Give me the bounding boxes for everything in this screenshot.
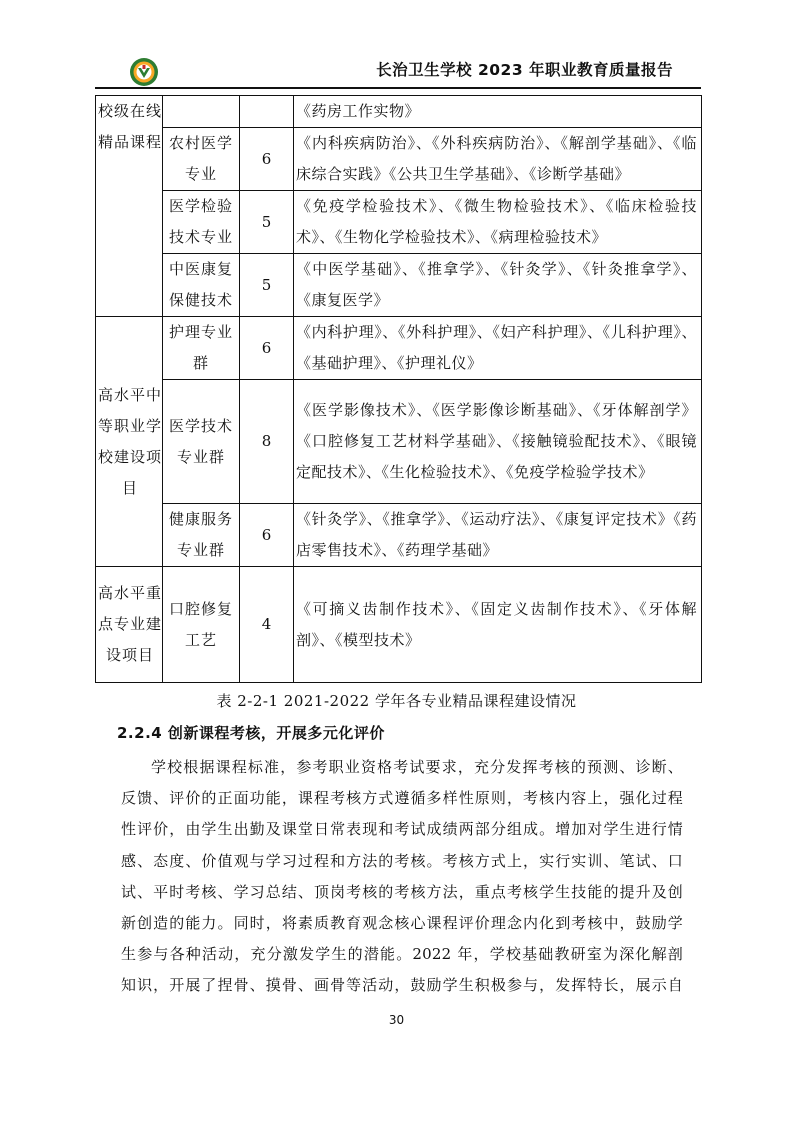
courses-cell: 《可摘义齿制作技术》、《固定义齿制作技术》、《牙体解剖》、《模型技术》 <box>294 567 702 683</box>
table-row <box>96 254 702 317</box>
paragraph-line: 试、平时考核、学习总结、顶岗考核的考核方法，重点考核学生技能的提升及创 <box>121 882 683 901</box>
courses-cell: 《免疫学检验技术》、《微生物检验技术》、《临床检验技术》、《生物化学检验技术》、《病理检验技术》 <box>294 191 702 254</box>
count-cell: 6 <box>240 128 294 191</box>
paragraph-line: 性评价，由学生出勤及课堂日常表现和考试成绩两部分组成。增加对学生进行情 <box>121 820 683 839</box>
courses-cell: 《药房工作实物》 <box>294 96 702 128</box>
major-cell: 农村医学专业 <box>163 128 240 191</box>
table-row <box>96 96 702 128</box>
table-row <box>96 380 702 504</box>
major-cell: 护理专业群 <box>163 317 240 380</box>
table-row <box>96 191 702 254</box>
section-heading: 2.2.4 创新课程考核，开展多元化评价 <box>117 724 385 742</box>
count-cell: 4 <box>240 567 294 683</box>
table-row <box>96 504 702 567</box>
report-title: 长治卫生学校 2023 年职业教育质量报告 <box>376 61 673 79</box>
count-cell <box>240 96 294 128</box>
major-cell: 口腔修复工艺 <box>163 567 240 683</box>
paragraph-line: 生参与各种活动，充分激发学生的潜能。2022 年，学校基础教研室为深化解剖 <box>121 945 683 964</box>
school-logo-icon <box>129 57 159 87</box>
major-cell: 健康服务专业群 <box>163 504 240 567</box>
table-caption: 表 2-2-1 2021-2022 学年各专业精品课程建设情况 <box>216 692 577 710</box>
page-number: 30 <box>388 1013 405 1027</box>
table-row <box>96 128 702 191</box>
table-row <box>96 567 702 683</box>
count-cell: 6 <box>240 317 294 380</box>
table-row <box>96 317 702 380</box>
courses-cell: 《医学影像技术》、《医学影像诊断基础》、《牙体解剖学》《口腔修复工艺材料学基础》、《接触镜验配技术》、《眼镜定配技术》、《生化检验技术》、《免疫学检验学技术》 <box>294 380 702 504</box>
major-cell: 中医康复保健技术 <box>163 254 240 317</box>
category-cell: 校级在线精品课程 <box>96 96 163 317</box>
paragraph-line: 知识，开展了捏骨、摸骨、画骨等活动，鼓励学生积极参与，发挥特长，展示自 <box>121 976 683 995</box>
header-divider <box>95 87 701 89</box>
count-cell: 6 <box>240 504 294 567</box>
paragraph-line: 反馈、评价的正面功能，课程考核方式遵循多样性原则，考核内容上，强化过程 <box>121 789 683 808</box>
count-cell: 8 <box>240 380 294 504</box>
paragraph-line: 新创造的能力。同时，将素质教育观念核心课程评价理念内化到考核中，鼓励学 <box>121 913 683 932</box>
paragraph-line: 学校根据课程标准，参考职业资格考试要求，充分发挥考核的预测、诊断、 <box>151 758 683 776</box>
major-cell: 医学检验技术专业 <box>163 191 240 254</box>
courses-cell: 《中医学基础》、《推拿学》、《针灸学》、《针灸推拿学》、《康复医学》 <box>294 254 702 317</box>
courses-cell: 《内科疾病防治》、《外科疾病防治》、《解剖学基础》、《临床综合实践》《公共卫生学基础》、《诊断学基础》 <box>294 128 702 191</box>
courses-cell: 《内科护理》、《外科护理》、《妇产科护理》、《儿科护理》、《基础护理》、《护理礼仪》 <box>294 317 702 380</box>
count-cell: 5 <box>240 191 294 254</box>
courses-cell: 《针灸学》、《推拿学》、《运动疗法》、《康复评定技术》《药店零售技术》、《药理学基础》 <box>294 504 702 567</box>
body-paragraph <box>121 752 683 1002</box>
courses-table <box>95 95 702 683</box>
page-header <box>95 40 701 88</box>
category-cell: 高水平中等职业学校建设项目 <box>96 317 163 567</box>
category-cell: 高水平重点专业建设项目 <box>96 567 163 683</box>
major-cell <box>163 96 240 128</box>
count-cell: 5 <box>240 254 294 317</box>
major-cell: 医学技术专业群 <box>163 380 240 504</box>
paragraph-line: 感、态度、价值观与学习过程和方法的考核。考核方式上，实行实训、笔试、口 <box>121 851 683 870</box>
